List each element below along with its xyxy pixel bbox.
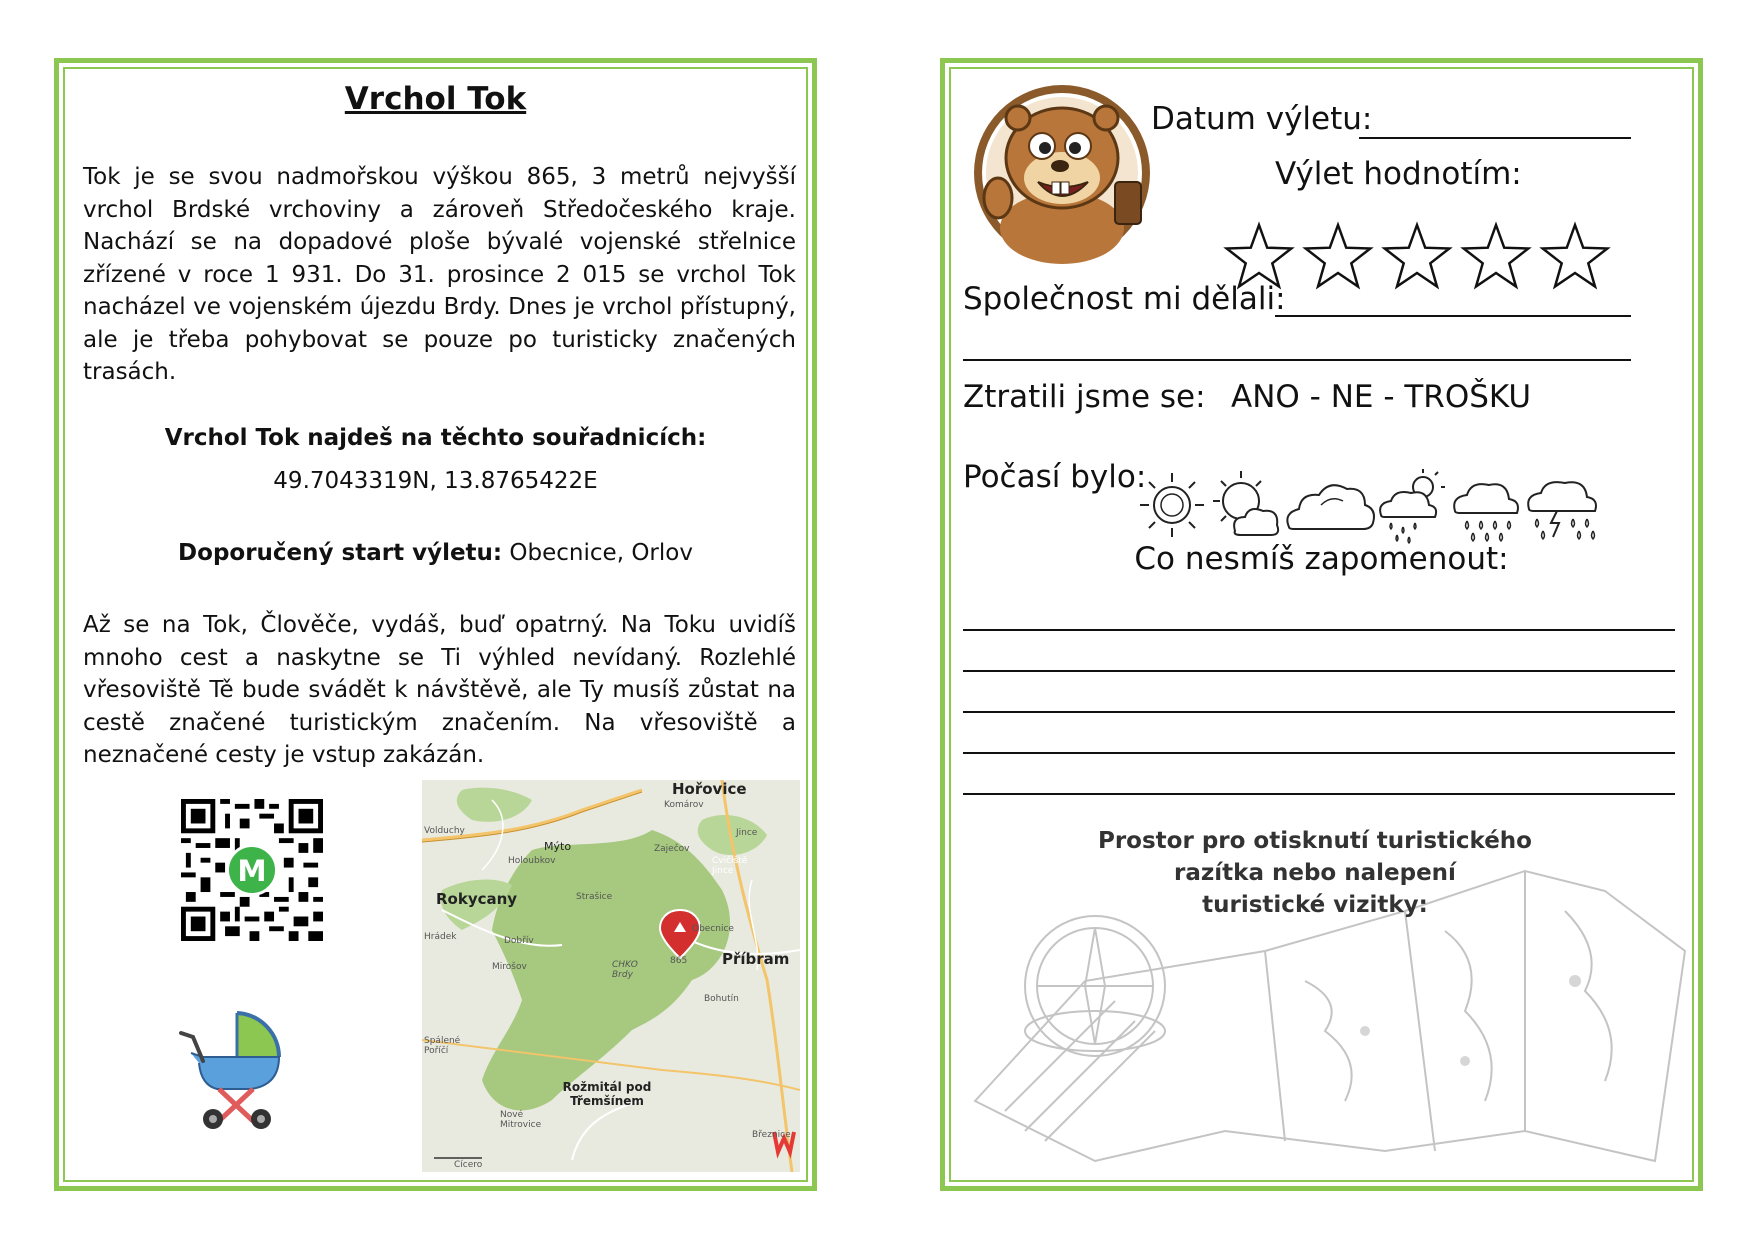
map-label-zajecov: Zaječov [654,844,690,854]
date-label: Datum výletu: [1151,101,1373,137]
map-label-rokycany: Rokycany [436,890,518,908]
page-title: Vrchol Tok [344,81,527,117]
forget-line-3[interactable] [963,711,1675,713]
map-label-holoubkov: Holoubkov [508,856,556,866]
lost-label: Ztratili jsme se: [963,379,1206,415]
stamp-text-line-1: Prostor pro otisknutí turistického [1097,828,1532,854]
map-label-pribram: Příbram [722,950,790,968]
rating-star-2[interactable] [1306,225,1371,287]
coordinates-value: 49.7043319N, 13.8765422E [273,468,598,494]
map-label-tok: 865 [670,956,688,966]
forget-label: Co nesmíš zapomenout: [1134,541,1509,577]
sun-icon[interactable] [1137,465,1207,545]
info-panel [54,58,817,1191]
company-input-line-2[interactable] [963,359,1631,361]
rating-star-5[interactable] [1543,225,1608,287]
map-label-bohutin: Bohutín [704,994,739,1004]
start-line [59,540,812,566]
map-label-strasice: Strašice [576,892,613,902]
qr-badge: M [237,853,267,888]
map-label-komarov: Komárov [664,800,704,810]
rating-star-4[interactable] [1464,225,1529,287]
company-label: Společnost mi dělali: [963,281,1286,317]
map-label-rozmital: Rožmitál pod Třemšínem [562,1080,652,1108]
map-label-nove: Nové Mitrovice [500,1110,542,1130]
beaver-mascot-icon [970,78,1155,268]
forget-line-4[interactable] [963,752,1675,754]
map-label-cviciste: Cvičiště Jince [712,856,748,876]
start-label: Doporučený start výletu: [178,540,503,566]
cloud-icon[interactable] [1281,465,1377,545]
map-label-dobriv: Dobřív [504,936,534,946]
rating-star-1[interactable] [1227,225,1292,287]
map-scale-label: Cícero [454,1160,483,1170]
company-input-line[interactable] [1275,315,1631,317]
qr-code[interactable] [181,799,323,941]
intro-paragraph: Tok je se svou nadmořskou výškou 865, 3 metrů nejvyšší vrchol Brdské vrchoviny a zároveň Středočeského kraje. Nachází se na dopadové ploše bývalé vojenské střelnice zřízené v roce 1 931. Do 31. prosince 2 015 se vrchol Tok nacházel ve vojenském újezdu Brdy. Dnes je vrchol přístupný, ale je třeba pohybovat se pouze po turisticky značených trasách. [83,164,796,385]
map-label-myto: Mýto [544,840,572,853]
map-label-chko: CHKO Brdy [612,960,638,980]
poem-paragraph: Až se na Tok, Člověče, vydáš, buď opatrný. Na Toku uvidíš mnoho cest a naskytne se Ti výhled nevídaný. Rozlehlé vřesoviště Tě bude svádět k návštěvě, ale Ty musíš zůstat na cestě značené turistickým značením. Na vřesoviště a neznačené cesty je vstup zakázán. [83,612,796,768]
sun-cloud-icon[interactable] [1209,465,1283,545]
map-label-obecnice: Obecnice [692,924,734,934]
stamp-text-line-3: turistické vizitky: [1202,892,1428,918]
forget-line-5[interactable] [963,793,1675,795]
forget-line-2[interactable] [963,670,1675,672]
weather-label: Počasí bylo: [963,459,1147,495]
map-label-hradek: Hrádek [424,932,457,942]
sun-rain-icon[interactable] [1375,465,1449,545]
stroller-icon [179,1003,291,1131]
map-label-spalene: Spálené Poříčí [424,1036,461,1056]
map-label-volduchy: Volduchy [424,826,465,836]
map[interactable] [422,780,800,1172]
start-value: Obecnice, Orlov [502,540,693,566]
rating-star-3[interactable] [1385,225,1450,287]
map-label-horovice: Hořovice [672,780,747,798]
rain-icon[interactable] [1449,465,1523,545]
map-label-mirosov: Mirošov [492,962,527,972]
stamp-text-line-2: razítka nebo nalepení [1174,860,1456,886]
lost-options[interactable]: ANO - NE - TROŠKU [1231,379,1532,415]
map-label-breznice: Březnice [752,1130,791,1140]
forget-line-1[interactable] [963,629,1675,631]
storm-icon[interactable] [1523,465,1603,545]
date-input-line[interactable] [1359,137,1631,139]
trip-log-panel [940,58,1703,1191]
map-terrain [422,780,800,1172]
coordinates-heading: Vrchol Tok najdeš na těchto souřadnicích: [164,425,707,451]
map-label-jince: Jince [736,828,758,838]
rating-label: Výlet hodnotím: [1275,156,1522,192]
